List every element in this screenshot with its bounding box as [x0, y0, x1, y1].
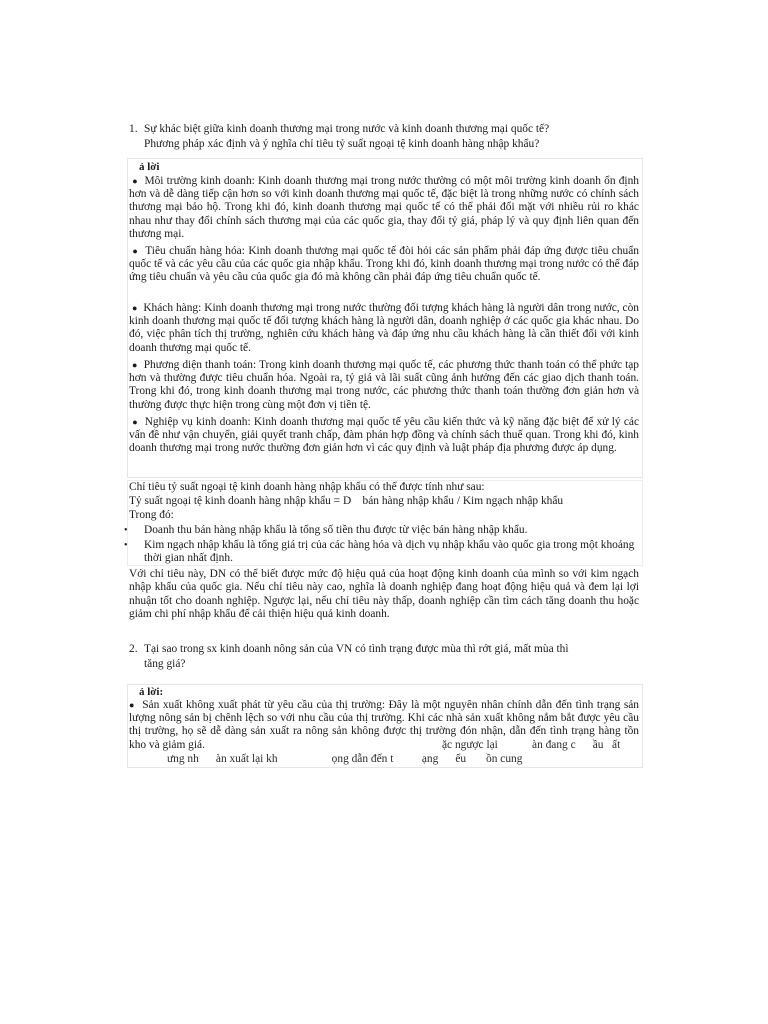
list-item-text: Nghiệp vụ kinh doanh: Kinh doanh thương mại quốc tế yêu cầu kiến thức và kỹ năng đặc biệt để xử lý các vấn đề như vận chuyển, giải quyết tranh chấp, đàm phán hợp đồng và chính sách thuế quan. Trong khi đó, kinh doanh thương mại trong nước thường đơn giản hơn vì các quy định và luật pháp địa phương được áp dụng.	[129, 416, 640, 455]
bullet-icon: •	[124, 540, 128, 551]
formula-where: Trong đó:	[129, 509, 174, 521]
question-1	[129, 122, 641, 152]
bullet-icon: ●	[132, 176, 139, 186]
question-number: 2.	[129, 643, 138, 655]
question-2	[129, 642, 641, 672]
question-line-2: Phương pháp xác định và ý nghĩa chỉ tiêu tỷ suất ngoại tệ kinh doanh hàng nhập khẩu?	[144, 138, 540, 150]
bullet-icon: ●	[132, 360, 138, 370]
definition-text: Doanh thu bán hàng nhập khẩu là tổng số tiền thu được từ việc bán hàng nhập khẩu.	[144, 524, 528, 536]
question-number: 1.	[129, 123, 138, 135]
partial-text: ặc ngược lại àn đang c ầu ất	[442, 739, 621, 751]
definition-text: Kim ngạch nhập khẩu là tổng giá trị của các hàng hóa và dịch vụ nhập khẩu vào quốc gia trong một khoảng thời gian nhất định.	[144, 539, 635, 565]
question-line-1: Tại sao trong sx kinh doanh nông sản của VN có tình trạng được mùa thì rớt giá, mất mùa thì	[144, 643, 569, 655]
question-line-1: Sự khác biệt giữa kinh doanh thương mại trong nước và kinh doanh thương mại quốc tế?	[144, 123, 550, 135]
formula-text: Tỷ suất ngoại tệ kinh doanh hàng nhập khẩu = D bán hàng nhập khẩu / Kim ngạch nhập khẩu	[129, 495, 564, 507]
formula-intro: Chỉ tiêu tỷ suất ngoại tệ kinh doanh hàng nhập khẩu có thể được tính như sau:	[129, 481, 485, 493]
answer-1-items	[129, 175, 639, 456]
partial-text: ưng nh àn xuất lại kh ọng dẫn đến t ạng ểu ồn cung	[167, 753, 523, 765]
formula-meaning: Với chỉ tiêu này, DN có thể biết được mức độ hiệu quả của hoạt động kinh doanh của mình so với kim ngạch nhập khẩu của quốc gia. Nếu chỉ tiêu này cao, nghĩa là doanh nghiệp đang hoạt động hiệu quả và đem lại lợi nhuận tốt cho doanh nghiệp. Ngược lại, nếu chỉ tiêu này thấp, doanh nghiệp cần tìm cách tăng doanh thu hoặc giảm chi phí nhập khẩu để cải thiện hiệu quả kinh doanh.	[129, 568, 639, 621]
definition-item	[124, 539, 639, 565]
bullet-icon: ●	[129, 700, 136, 710]
list-item	[129, 175, 639, 245]
answer-label: ả lời	[139, 161, 160, 173]
question-line-2: tăng giá?	[144, 658, 186, 670]
definition-item	[124, 524, 639, 537]
list-item	[129, 302, 639, 359]
bullet-icon: ●	[131, 303, 138, 313]
list-item	[129, 416, 639, 456]
list-item-text: Sản xuất không xuất phát từ yêu cầu của thị trường: Đây là một nguyên nhân chính dẫn đến tình trạng sản lượng nông sản bị chênh lệch so với nhu cầu của thị trường. Khi các nhà sản xuất không nắm bắt được yêu cầu thị trường, họ sẽ dễ dàng sản xuất ra nông sản không được thị trường đón nhận, dẫn đến tình trạng hàng tồn kho và giảm giá.	[129, 699, 640, 751]
bullet-icon: ●	[132, 417, 139, 427]
list-item	[129, 359, 639, 416]
answer-label: ả lời:	[139, 686, 164, 698]
list-item-text: Môi trường kinh doanh: Kinh doanh thương mại trong nước thường có một môi trường kinh doanh ổn định hơn và dễ dàng tiếp cận hơn so với kinh doanh thương mại quốc tế, đặc biệt là trong những nước có chính sách thương mại bảo hộ. Trong khi đó, kinh doanh thương mại quốc tế có thể phải đối mặt với nhiều rủi ro khác nhau như thay đổi chính sách thương mại của các quốc gia, thay đổi tỷ giá, pháp lý và quy định liên quan đến thương mại.	[129, 175, 639, 240]
list-item-text: Phương diện thanh toán: Trong kinh doanh thương mại quốc tế, các phương thức thanh toán có thể phức tạp hơn và thường được tiêu chuẩn hóa. Ngoài ra, tỷ giá và lãi suất cũng ảnh hưởng đến các giao dịch thanh toán. Trong khi đó, trong kinh doanh thương mại trong nước, các phương thức thanh toán thường đơn giản hơn và thường được thực hiện trong cùng một đơn vị tiền tệ.	[129, 359, 639, 411]
bullet-icon: ●	[132, 246, 139, 256]
list-item-text: Khách hàng: Kinh doanh thương mại trong nước thường đối tượng khách hàng là người dân trong nước, còn kinh doanh thương mại quốc tế đối tượng khách hàng là người dân, doanh nghiệp ở các quốc gia khác nhau. Do đó, việc phân tích thị trường, nghiên cứu khách hàng và đáp ứng nhu cầu khách hàng là cần thiết đối với kinh doanh thương mại quốc tế.	[129, 302, 640, 354]
bullet-icon: •	[124, 525, 128, 536]
list-item	[129, 245, 639, 302]
list-item-text: Tiêu chuẩn hàng hóa: Kinh doanh thương mại quốc tế đòi hỏi các sản phẩm phải đáp ứng được tiêu chuẩn quốc tế và các yêu cầu của các quốc gia nhập khẩu. Trong khi đó, kinh doanh thương mại trong nước có thể đáp ứng tiêu chuẩn và yêu cầu của quốc gia đó mà không cần phải đáp ứng tiêu chuẩn quốc tế.	[129, 245, 639, 284]
